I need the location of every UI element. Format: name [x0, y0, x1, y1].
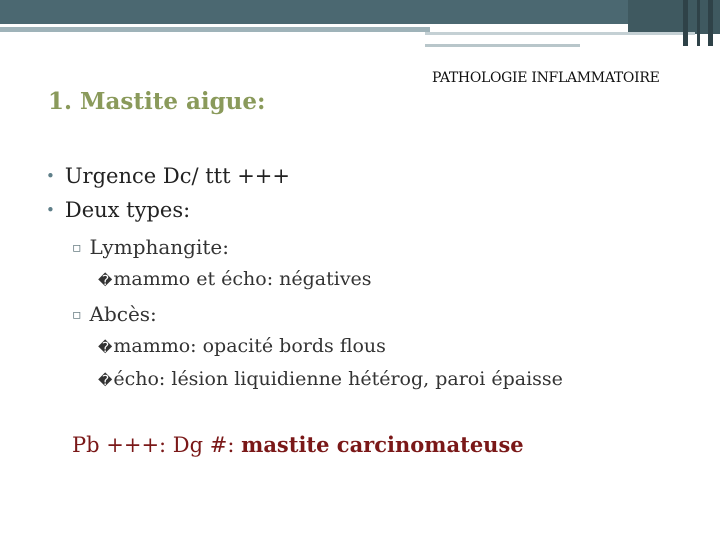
detail-text: écho: lésion liquidienne hétérog, paroi épaisse: [113, 368, 563, 390]
detail-line: [98, 368, 563, 390]
detail-line: [98, 335, 386, 357]
bullet-icon: •: [46, 201, 55, 219]
decorative-stripe: [425, 32, 695, 35]
conclusion-emphasis: mastite carcinomateuse: [241, 432, 524, 457]
slide-title: 1. Mastite aigue:: [48, 88, 266, 115]
bullet-text: Urgence Dc/ ttt +++: [64, 164, 290, 188]
bullet-item: [46, 164, 290, 188]
bullet-text: Deux types:: [64, 198, 191, 222]
conclusion-line: [72, 432, 524, 457]
bullet-icon: •: [46, 167, 55, 185]
bullet-item: [46, 198, 190, 222]
top-banner-dark-block: [628, 0, 720, 34]
detail-text: mammo et écho: négatives: [113, 268, 372, 290]
square-bullet-icon: ▫: [72, 307, 82, 323]
decorative-bar: [697, 0, 700, 46]
conclusion-prefix: Pb +++: Dg #:: [72, 433, 242, 457]
decorative-stripe: [0, 27, 430, 32]
square-bullet-icon: ▫: [72, 240, 82, 256]
sub-bullet-label: Lymphangite:: [89, 235, 229, 259]
decorative-stripe: [425, 44, 580, 47]
sub-bullet-label: Abcès:: [89, 302, 157, 326]
missing-glyph-icon: �: [98, 273, 113, 289]
decorative-bar: [708, 0, 713, 46]
missing-glyph-icon: �: [98, 340, 113, 356]
top-banner: [0, 0, 720, 24]
detail-text: mammo: opacité bords flous: [113, 335, 386, 357]
decorative-bar: [683, 0, 688, 46]
section-header: PATHOLOGIE INFLAMMATOIRE: [432, 70, 660, 86]
missing-glyph-icon: �: [98, 373, 113, 389]
sub-bullet-item: [72, 235, 229, 259]
sub-bullet-item: [72, 302, 157, 326]
detail-line: [98, 268, 372, 290]
